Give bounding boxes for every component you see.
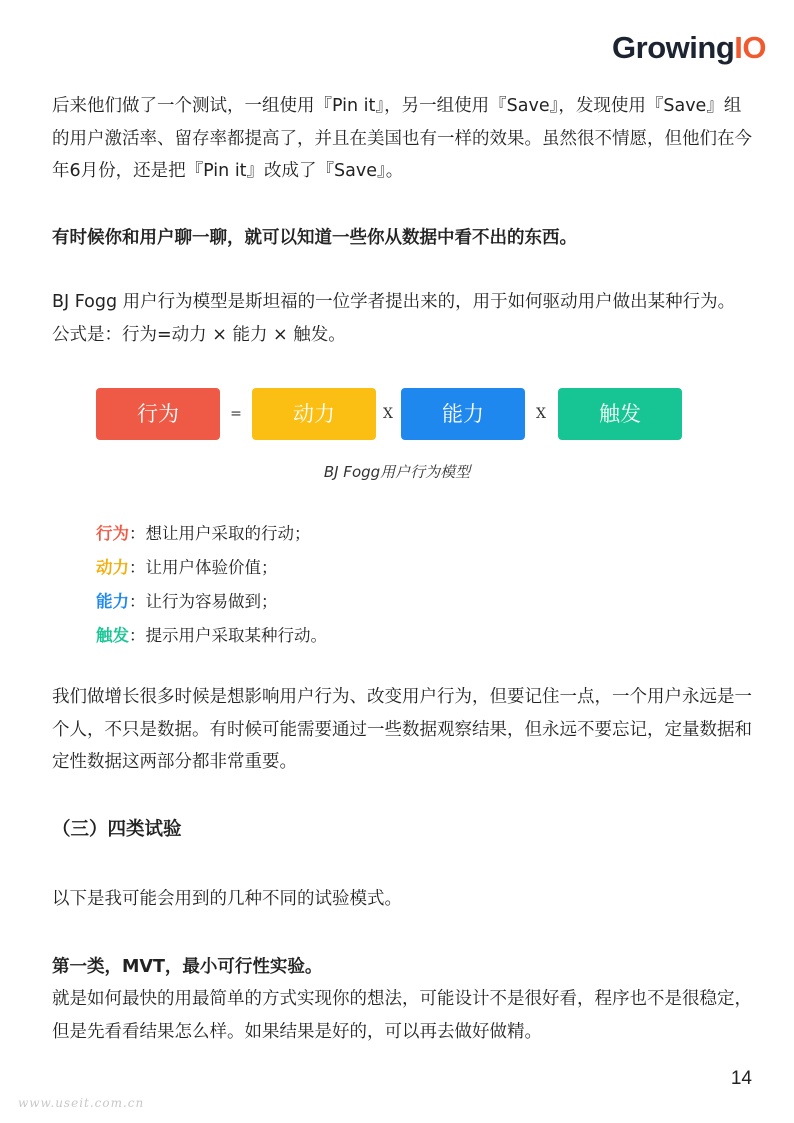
definition-term: 触发	[96, 626, 129, 645]
watermark-text: www.useit.com.cn	[18, 1096, 145, 1110]
formula-caption: BJ Fogg用户行为模型	[323, 463, 471, 481]
formula-equals-sign: =	[230, 406, 242, 422]
definition-list	[96, 517, 327, 653]
paragraph-mvt-description: 就是如何最快的用最简单的方式实现你的想法，可能设计不是很好看，程序也不是很稳定，但是先看看结果怎么样。如果结果是好的，可以再去做好做精。	[52, 989, 752, 1042]
definition-term: 动力	[96, 558, 129, 577]
formula-box-motivation: 动力	[252, 388, 376, 440]
definition-term: 行为	[96, 524, 129, 543]
subheading-mvt: 第一类，MVT，最小可行性实验。	[52, 957, 323, 977]
paragraph-bj-fogg-intro: BJ Fogg 用户行为模型是斯坦福的一位学者提出来的，用于如何驱动用户做出某种行为。公式是：行为=动力 × 能力 × 触发。	[52, 292, 736, 345]
logo-accent-text: IO	[734, 30, 766, 65]
definition-item-trigger	[96, 619, 327, 653]
definition-term: 能力	[96, 592, 129, 611]
section-heading-four-experiments: （三）四类试验	[52, 819, 182, 840]
paragraph-pinit-test: 后来他们做了一个测试，一组使用『Pin it』，另一组使用『Save』，发现使用『Save』组的用户激活率、留存率都提高了，并且在美国也有一样的效果。虽然很不情愿，但他们在今年6月份，还是把『Pin it』改成了『Save』。	[52, 96, 752, 181]
definition-desc: ：提示用户采取某种行动。	[129, 626, 327, 645]
formula-multiply-sign-2: X	[536, 406, 546, 422]
definition-item-ability	[96, 585, 327, 619]
bj-fogg-formula-diagram	[96, 388, 682, 440]
formula-box-ability: 能力	[401, 388, 525, 440]
formula-multiply-sign-1: X	[383, 406, 393, 422]
definition-desc: ：想让用户采取的行动；	[129, 524, 311, 543]
growingio-logo	[612, 30, 766, 66]
definition-desc: ：让用户体验价值；	[129, 558, 278, 577]
definition-desc: ：让行为容易做到；	[129, 592, 278, 611]
formula-box-trigger: 触发	[558, 388, 682, 440]
paragraph-talk-to-users: 有时候你和用户聊一聊，就可以知道一些你从数据中看不出的东西。	[52, 228, 577, 248]
formula-box-behavior: 行为	[96, 388, 220, 440]
page-number: 14	[730, 1068, 752, 1089]
logo-main-text: Growing	[612, 30, 735, 65]
paragraph-growth-behavior: 我们做增长很多时候是想影响用户行为、改变用户行为，但要记住一点，一个用户永远是一个人，不只是数据。有时候可能需要通过一些数据观察结果，但永远不要忘记，定量数据和定性数据这两部分都非常重要。	[52, 687, 752, 772]
paragraph-experiment-modes: 以下是我可能会用到的几种不同的试验模式。	[52, 889, 402, 909]
definition-item-behavior	[96, 517, 327, 551]
definition-item-motivation	[96, 551, 327, 585]
